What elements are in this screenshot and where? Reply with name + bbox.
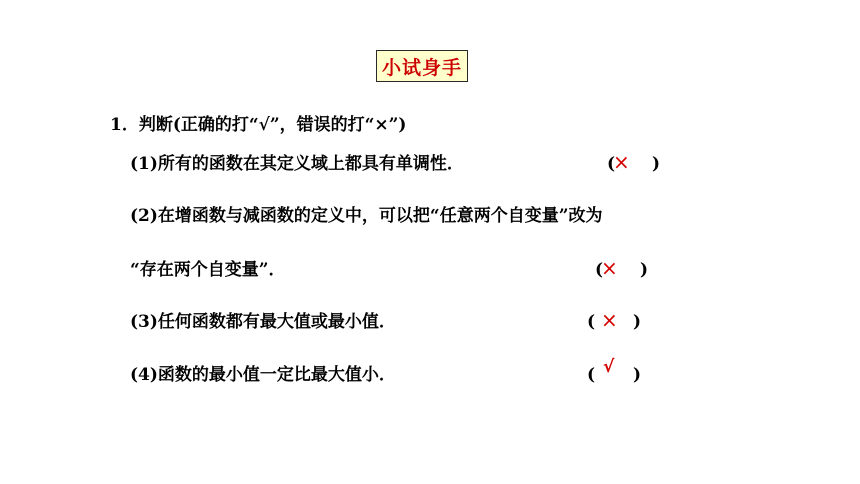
check-icon: √ [603, 357, 615, 377]
statement-3-close-paren: ) [633, 312, 642, 332]
statement-4-text: (4)函数的最小值一定比最大值小． [130, 365, 396, 385]
statement-4-close-paren: ) [633, 365, 642, 385]
statement-2-close-paren: ) [640, 260, 649, 280]
cross-icon: × [601, 308, 618, 332]
cross-icon: × [601, 256, 618, 280]
question-stem: 1．判断(正确的打“√”，错误的打“×”) [110, 115, 407, 135]
statement-3-text: (3)任何函数都有最大值或最小值． [130, 312, 396, 332]
statement-2-open-paren: ( [595, 260, 604, 280]
statement-1-open-paren: ( [607, 154, 616, 174]
cross-icon: × [613, 150, 630, 174]
statement-1-text: (1)所有的函数在其定义域上都具有单调性． [130, 154, 464, 174]
statement-4-open-paren: ( [587, 365, 596, 385]
statement-2-text: (2)在增函数与减函数的定义中，可以把“任意两个自变量”改为 [130, 206, 603, 226]
statement-1-close-paren: ) [652, 154, 661, 174]
statement-3-open-paren: ( [587, 312, 596, 332]
section-title: 小试身手 [376, 50, 468, 82]
statement-2-continuation: “存在两个自变量”． [130, 260, 286, 280]
